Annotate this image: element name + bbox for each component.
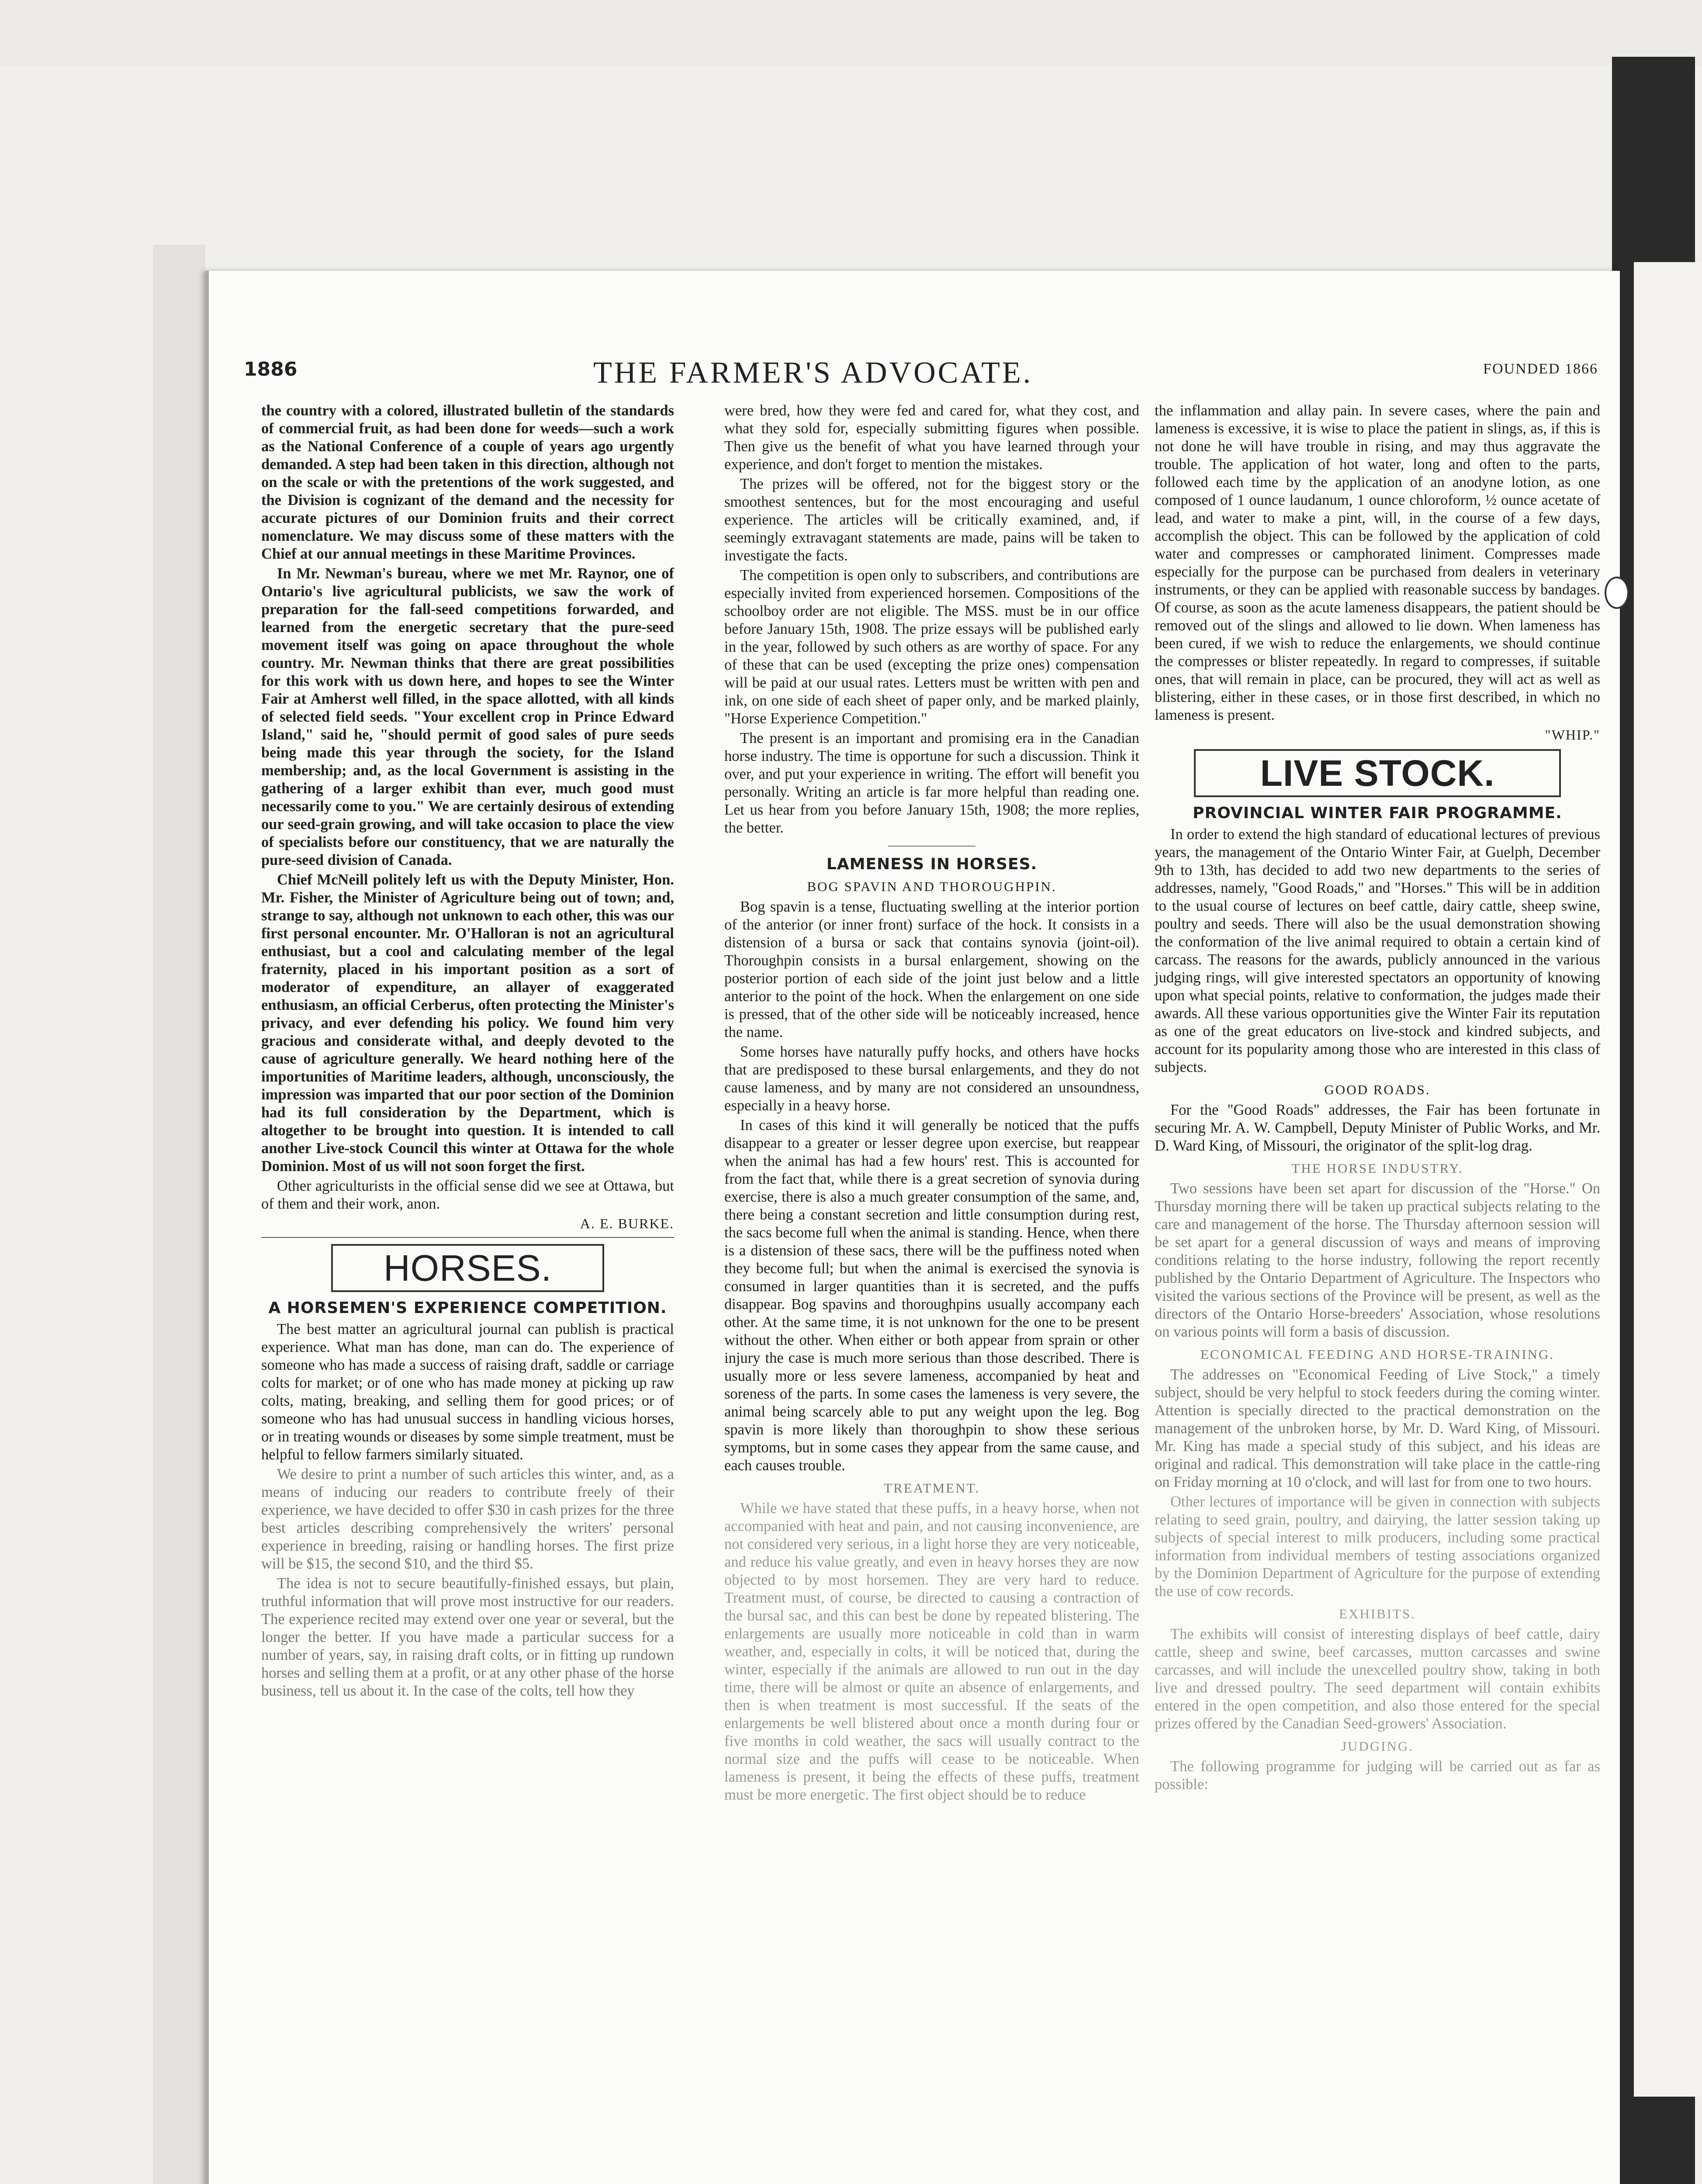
article-paragraph: The exhibits will consist of interesting displays of beef cattle, dairy cattle, sheep and swine, beef carcasses, mutton carcasses and swine carcasses, and will include the unexcelled poultry show, taking in both live and dressed poultry. The seed department will contain exhibits entered in the open competition, and also those entered for the special prizes offered by the Canadian Seed-growers' Association.	[1155, 1626, 1600, 1732]
binding-hole-icon	[1605, 577, 1629, 609]
section-heading-live-stock: LIVE STOCK.	[1194, 749, 1561, 797]
article-subheading: JUDGING.	[1341, 1738, 1414, 1754]
article-heading: LAMENESS IN HORSES.	[826, 855, 1038, 873]
divider	[888, 846, 976, 847]
article-paragraph: The idea is not to secure beautifully-finished essays, but plain, truthful information that will prove most instructive for our readers. The experience recited may extend over one year or several, but the longer the better. If you have made a particular success for a number of years, say, in raising draft colts, or in fitting up rundown horses and selling them at a profit, or at any other phase of the horse business, tell us about it. In the case of the colts, tell how they	[261, 1575, 674, 1699]
article-paragraph: The competition is open only to subscribers, and contributions are especially invited from experienced horsemen. Compositions of the schoolboy order are not eligible. The MSS. must be in our office before January 15th, 1908. The prize essays will be published early in the year, followed by such others as are worthy of space. For any of these that can be used (excepting the prize ones) compensation will be paid at our usual rates. Letters must be written with pen and ink, on one side of each sheet of paper only, and be marked plainly, "Horse Experience Competition."	[724, 567, 1139, 727]
article-subheading: THE HORSE INDUSTRY.	[1291, 1161, 1463, 1176]
previous-page-edge	[153, 245, 205, 2184]
article-paragraph: Chief McNeill politely left us with the Deputy Minister, Hon. Mr. Fisher, the Minister of Agriculture being out of town; and, strange to say, although not unknown to each other, this was our first personal encounter. Mr. O'Halloran is not an agricultural enthusiast, but a cool and calculating member of the legal fraternity, placed in his important position as a sort of moderator of expenditure, an allayer of exaggerated enthusiasm, an official Cerberus, often protecting the Minister's privacy, and ever defending his policy. We found him very gracious and considerate withal, and deeply devoted to the cause of agriculture generally. We heard nothing here of the importunities of Maritime leaders, although, unconsciously, the impression was imparted that our poor section of the Dominion had its full consideration by the Department, which is altogether to be brought into question. It is intended to call another Live-stock Council this winter at Ottawa for the whole Dominion. Most of us will not soon forget the first.	[261, 871, 674, 1175]
article-paragraph: For the "Good Roads" addresses, the Fair has been fortunate in securing Mr. A. W. Campbell, Deputy Minister of Public Works, and Mr. D. Ward King, of Missouri, the originator of the split-log drag.	[1155, 1102, 1600, 1154]
article-paragraph: We desire to print a number of such articles this winter, and, as a means of inducing our readers to contribute freely of their experience, we have decided to offer $30 in cash prizes for the three best articles describing comprehensively the writers' personal experience in breeding, raising or handling horses. The first prize will be $15, the second $10, and the third $5.	[261, 1466, 674, 1572]
article-paragraph: Other agriculturists in the official sense did we see at Ottawa, but of them and their work, anon.	[261, 1178, 674, 1212]
article-subheading: EXHIBITS.	[1339, 1606, 1416, 1621]
article-paragraph: Two sessions have been set apart for discussion of the "Horse." On Thursday morning there will be taken up practical subjects relating to the care and management of the horse. The Thursday afternoon session will be set apart for a general discussion of ways and means of improving conditions relating to the horse industry, following the report recently published by the Ontario Department of Agriculture. The Inspectors who visited the various sections of the Province will be present, as well as the directors of the Ontario Horse-breeders' Association, whose resolutions on various points will form a basis of discussion.	[1155, 1180, 1600, 1340]
scan-background-top	[0, 0, 1702, 66]
article-paragraph: The addresses on "Economical Feeding of Live Stock," a timely subject, should be very helpful to stock feeders during the coming winter. Attention is specially directed to the practical demonstration on the management of the unbroken horse, by Mr. D. Ward King, of Missouri. Mr. King has made a special study of this subject, and his ideas are original and radical. This demonstration will take place in the cattle-ring on Friday morning at 10 o'clock, and will last for from one to two hours.	[1155, 1366, 1600, 1490]
article-paragraph: The best matter an agricultural journal can publish is practical experience. What man has done, man can do. The experience of someone who has made a success of raising draft, saddle or carriage colts for market; or of one who has made money at picking up raw colts, mating, breaking, and selling them for good prices; or of someone who has had unusual success in handling vicious horses, or in treating wounds or diseases by some simple treatment, must be helpful to fellow farmers similarly situated.	[261, 1321, 674, 1463]
article-paragraph: In Mr. Newman's bureau, where we met Mr. Raynor, one of Ontario's live agricultural publicists, we saw the work of preparation for the fall-seed competitions forwarded, and learned from the energetic secretary that the pure-seed movement itself was going on apace throughout the whole country. Mr. Newman thinks that there are great possibilities for this work with us down here, and hopes to see the Winter Fair at Amherst well filled, in the space allotted, with all kinds of selected field seeds. "Your excellent crop in Prince Edward Island," said he, "should permit of good sales of pure seeds being made this year through the society, for the Island membership; and, as the local Government is assisting in the gathering of a larger exhibit than ever, much good must necessarily come to you." We are certainly desirous of extending our seed-grain growing, and will take occasion to place the view of specialists before our constituency, that we are naturally the pure-seed division of Canada.	[261, 565, 674, 868]
article-paragraph: Other lectures of importance will be given in connection with subjects relating to seed grain, poultry, and dairying, the latter session taking up subjects of special interest to milk producers, including some practical information from individual members of testing associations organized by the Dominion Department of Agriculture for the purpose of extending the use of cow records.	[1155, 1493, 1600, 1600]
author-signature: A. E. BURKE.	[580, 1216, 674, 1231]
article-paragraph: were bred, how they were fed and cared for, what they cost, and what they sold for, especially submitting figures when possible. Then give us the benefit of what you have learned through your experience, and don't forget to mention the mistakes.	[724, 402, 1139, 473]
newspaper-page	[205, 271, 1620, 2184]
article-paragraph: While we have stated that these puffs, in a heavy horse, when not accompanied with heat and pain, and not causing inconvenience, are not considered very serious, in a light horse they are very noticeable, and reduce his value greatly, and even in heavy horses they are now objected to by most horsemen. They are very hard to reduce. Treatment must, of course, be directed to causing a contraction of the bursal sac, and this can best be done by repeated blistering. The enlargements are usually more noticeable in cold than in warm weather, and, especially in colts, it will be noticed that, during the winter, especially if the animals are allowed to run out in the day time, there will be almost or quite an absence of enlargements, and then is when treatment is most successful. If the seats of the enlargements be well blistered about once a month during four or five months in cold weather, the sacs will usually contract to the normal size and the puffs will cease to be noticeable. When lameness is present, it being the effects of these puffs, treatment must be more energetic. The first object should be to reduce	[724, 1500, 1139, 1803]
page-header	[244, 358, 1598, 397]
article-subheading: GOOD ROADS.	[1324, 1082, 1431, 1097]
article-paragraph: the country with a colored, illustrated bulletin of the standards of commercial fruit, as had been done for weeds—such a work as the National Conference of a couple of years ago urgently demanded. A step had been taken in this direction, although not on the scale or with the pretentions of the work suggested, and the Division is cognizant of the demand and the necessity for accurate pictures of our Dominion fruits and their correct nomenclature. We may discuss some of these matters with the Chief at our annual meetings in these Maritime Provinces.	[261, 402, 674, 562]
founded-label: FOUNDED 1866	[1483, 361, 1598, 377]
section-heading-horses: HORSES.	[331, 1244, 604, 1292]
article-heading: PROVINCIAL WINTER FAIR PROGRAMME.	[1193, 804, 1562, 822]
article-subheading: TREATMENT.	[884, 1480, 980, 1496]
column-1	[261, 402, 674, 1702]
article-subheading: ECONOMICAL FEEDING AND HORSE-TRAINING.	[1200, 1347, 1555, 1362]
article-paragraph: The prizes will be offered, not for the biggest story or the smoothest sentences, but for the most encouraging and useful experience. The articles will be critically examined, and, if seemingly extravagant statements are made, pains will be taken to investigate the facts.	[724, 476, 1139, 564]
column-2	[724, 402, 1139, 1806]
article-paragraph: The following programme for judging will be carried out as far as possible:	[1155, 1758, 1600, 1793]
page-number: 1886	[244, 358, 298, 380]
article-paragraph: Bog spavin is a tense, fluctuating swelling at the interior portion of the anterior (or inner front) surface of the hock. It consists in a distension of a bursa or sack that contains synovia (joint-oil). Thoroughpin consists in a bursal enlargement, showing on the posterior portion of each side of the joint just below and a little anterior to the point of the hock. When the enlargement on one side is pressed, that of the other side will be noticeably increased, hence the name.	[724, 898, 1139, 1040]
facing-page-edge	[1634, 262, 1702, 2097]
article-paragraph: In cases of this kind it will generally be noticed that the puffs disappear to a greater or lesser degree upon exercise, but reappear when the animal has had a few hours' rest. This is accounted for from the fact that, while there is a great secretion of synovia during exercise, there is also a much greater consumption of the same, and, there being a constant secretion and little consumption during rest, the sacs become full when the animal is standing. Hence, when there is a distension of these sacs, there will be the puffiness noted when they become full; but when the animal is exercised the synovia is consumed in larger quantities than it is secreted, and the puffs disappear. Bog spavins and thoroughpins usually accompany each other. At the same time, it is not unknown for the one to be present without the other. When either or both appear from sprain or other injury the case is much more serious than those described. There is usually more or less severe lameness, accompanied by heat and soreness of the parts. In some cases the lameness is very severe, the animal being scarcely able to put any weight upon the leg. Bog spavin is more likely than thoroughpin to show these serious symptoms, but in some cases they appear from the same cause, and each causes trouble.	[724, 1117, 1139, 1474]
article-paragraph: The present is an important and promising era in the Canadian horse industry. The time is opportune for such a discussion. Think it over, and put your experience in writing. The effort will benefit you personally. Writing an article is far more helpful than reading one. Let us hear from you before January 15th, 1908; the more replies, the better.	[724, 730, 1139, 836]
article-paragraph: the inflammation and allay pain. In severe cases, where the pain and lameness is excessive, it is wise to place the patient in slings, as, if this is not done he will have trouble in rising, and may thus aggravate the trouble. The application of hot water, long and often to the parts, followed each time by the application of an anodyne lotion, as one composed of 1 ounce laudanum, 1 ounce chloroform, ½ ounce acetate of lead, and water to make a pint, will, in the course of a few days, accomplish the object. This can be followed by the application of cold water and compresses or camphorated liniment. Compresses made especially for the purpose can be purchased from dealers in veterinary instruments, or they can be applied with reasonable success by bandages. Of course, as soon as the acute lameness disappears, the patient should be removed out of the slings and allowed to lie down. When lameness has been cured, if we wish to reduce the enlargements, we should continue the compresses or blister repeatedly. In regard to compresses, if suitable ones, that will remain in place, can be procured, they will act as well as blistering, either in these cases, or in those first described, in which no lameness is present.	[1155, 402, 1600, 723]
divider	[261, 1237, 674, 1238]
article-heading: A HORSEMEN'S EXPERIENCE COMPETITION.	[268, 1299, 667, 1317]
masthead-title: THE FARMER'S ADVOCATE.	[593, 356, 1033, 390]
column-3	[1155, 402, 1600, 1795]
author-signature: "WHIP."	[1545, 727, 1600, 743]
article-subheading: BOG SPAVIN AND THOROUGHPIN.	[807, 879, 1057, 894]
article-paragraph: Some horses have naturally puffy hocks, and others have hocks that are predisposed to these bursal enlargements, and they do not cause lameness, and by many are not considered an unsoundness, especially in a heavy horse.	[724, 1044, 1139, 1114]
article-paragraph: In order to extend the high standard of educational lectures of previous years, the management of the Ontario Winter Fair, at Guelph, December 9th to 13th, has decided to add two new departments to the series of addresses, namely, "Good Roads," and "Horses." This will be in addition to the usual course of lectures on beef cattle, dairy cattle, sheep swine, poultry and seeds. There will also be the usual demonstration showing the conformation of the live animal required to obtain a certain kind of carcass. The reasons for the awards, publicly announced in the various judging rings, will give interested spectators an opportunity of knowing upon what special points, relative to conformation, the judges made their awards. All these various opportunities give the Winter Fair its reputation as one of the great educators on live-stock and kindred subjects, and account for its popularity among those who are interested in this class of subjects.	[1155, 826, 1600, 1075]
